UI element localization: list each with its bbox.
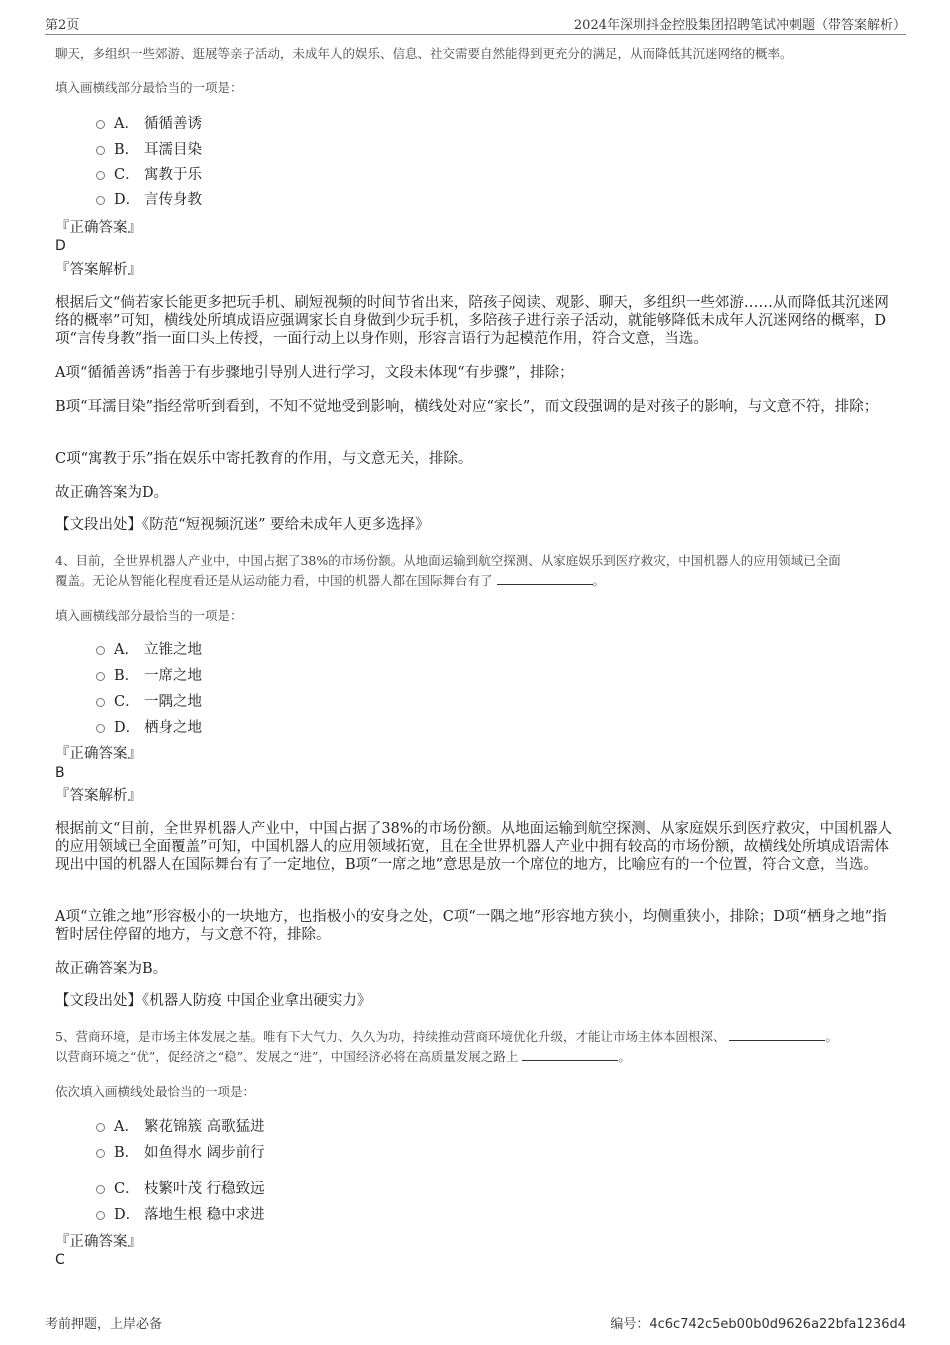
option-key: D． [114, 192, 141, 208]
q4-option-d[interactable] [96, 718, 202, 738]
option-key: B． [114, 668, 140, 684]
q3-stem-tail: 聊天，多组织一些郊游、逛展等亲子活动，未成年人的娱乐、信息、社交需要自然能得到更充分的满足，从而降低其沉迷网络的概率。 [55, 46, 793, 61]
option-text: 耳濡目染 [144, 142, 202, 158]
page-header [45, 14, 906, 35]
q5-stem-line-1 [55, 1027, 900, 1047]
footer-slogan: 考前押题，上岸必备 [45, 1317, 163, 1332]
radio-icon[interactable] [96, 196, 105, 205]
q4-option-b[interactable] [96, 666, 202, 686]
option-text: 言传身教 [144, 192, 202, 208]
radio-icon[interactable] [96, 1123, 105, 1132]
fill-blank-2 [522, 1048, 618, 1061]
q3-analysis-label: 『答案解析』 [55, 262, 142, 278]
page-number: 第2页 [45, 18, 80, 33]
option-text: 循循善诱 [144, 116, 202, 132]
radio-icon[interactable] [96, 146, 105, 155]
q5-stem [55, 1027, 900, 1067]
q3-answer-label: 『正确答案』 [55, 220, 142, 236]
q3-prompt: 填入画横线部分最恰当的一项是： [55, 80, 243, 95]
page-footer [45, 1313, 906, 1333]
q3-analysis-para-4: C项“寓教于乐”指在娱乐中寄托教育的作用，与文意无关，排除。 [55, 451, 473, 467]
option-text: 枝繁叶茂 行稳致远 [144, 1181, 265, 1197]
q4-stem [55, 551, 900, 591]
q4-conclusion: 故正确答案为B。 [55, 961, 168, 977]
option-key: A． [114, 1119, 139, 1135]
q4-analysis-para-1: 根据前文“目前，全世界机器人产业中，中国占据了38%的市场份额。从地面运输到航空探测、从家庭娱乐到医疗救灾，中国机器人的应用领域已全面覆盖”可知，中国机器人的应用领域拓宽，且在全世界机器人产业中拥有较高的市场份额，故横线处所填成语需体现出中国的机器人在国际舞台有了一定地位，B项“一席之地”意思是放一个席位的地方，比喻应有的一个位置，符合文意，当选。 [55, 821, 893, 873]
radio-icon[interactable] [96, 646, 105, 655]
q4-stem-text: 覆盖。无论从智能化程度看还是从运动能力看，中国的机器人都在国际舞台有了 [55, 573, 493, 588]
radio-icon[interactable] [96, 1211, 105, 1220]
option-key: C． [114, 1181, 140, 1197]
radio-icon[interactable] [96, 724, 105, 733]
radio-icon[interactable] [96, 1185, 105, 1194]
q4-option-a[interactable] [96, 640, 202, 660]
q3-source: 【文段出处】《防范“短视频沉迷” 要给未成年人更多选择》 [55, 517, 430, 533]
q5-prompt: 依次填入画横线处最恰当的一项是： [55, 1084, 256, 1099]
option-key: B． [114, 1145, 140, 1161]
radio-icon[interactable] [96, 120, 105, 129]
q3-option-b[interactable] [96, 140, 202, 160]
q4-stem-line-2 [55, 571, 900, 591]
q3-option-d[interactable] [96, 190, 202, 210]
option-text: 栖身之地 [144, 720, 202, 736]
q5-option-c[interactable] [96, 1179, 265, 1199]
option-key: C． [114, 167, 140, 183]
q4-option-c[interactable] [96, 692, 202, 712]
q5-answer: C [55, 1252, 65, 1268]
q5-option-b[interactable] [96, 1143, 265, 1163]
option-key: A． [114, 642, 139, 658]
radio-icon[interactable] [96, 171, 105, 180]
option-text: 寓教于乐 [144, 167, 202, 183]
q5-stem-line-2 [55, 1047, 900, 1067]
option-key: D． [114, 720, 141, 736]
fill-blank-1 [729, 1028, 825, 1041]
option-key: D． [114, 1207, 141, 1223]
option-text: 一席之地 [144, 668, 202, 684]
q5-stem-end-a: 。 [825, 1029, 838, 1044]
option-key: A． [114, 116, 139, 132]
q5-stem-text-b: 以营商环境之“优”，促经济之“稳”、发展之“进”，中国经济必将在高质量发展之路上 [55, 1049, 519, 1064]
q5-answer-label: 『正确答案』 [55, 1234, 142, 1250]
q3-analysis-para-3: B项“耳濡目染”指经常听到看到，不知不觉地受到影响，横线处对应“家长”，而文段强调的是对孩子的影响，与文意不符，排除； [55, 399, 879, 415]
fill-blank [497, 572, 593, 585]
q3-option-c[interactable] [96, 165, 202, 185]
q4-source: 【文段出处】《机器人防疫 中国企业拿出硬实力》 [55, 993, 372, 1009]
q4-stem-end: 。 [592, 573, 606, 588]
option-key: B． [114, 142, 140, 158]
footer-code-label: 编号： [610, 1317, 650, 1332]
q5-option-d[interactable] [96, 1205, 265, 1225]
q4-prompt: 填入画横线部分最恰当的一项是： [55, 608, 243, 623]
footer-code-value: 4c6c742c5eb00b0d9626a22bfa1236d4 [649, 1317, 906, 1332]
q5-stem-text-a: 5、营商环境，是市场主体发展之基。唯有下大气力、久久为功，持续推动营商环境优化升级，才能让市场主体本固根深、 [55, 1029, 726, 1044]
q5-option-a[interactable] [96, 1117, 265, 1137]
q3-option-a[interactable] [96, 114, 202, 134]
q4-analysis-label: 『答案解析』 [55, 788, 142, 804]
q3-analysis-para-2: A项“循循善诱”指善于有步骤地引导别人进行学习，文段未体现“有步骤”，排除； [55, 365, 574, 381]
radio-icon[interactable] [96, 672, 105, 681]
q4-answer: B [55, 765, 65, 781]
document-title: 2024年深圳抖金控股集团招聘笔试冲刺题（带答案解析） [573, 18, 906, 33]
q3-answer: D [55, 238, 66, 254]
footer-code [610, 1313, 906, 1332]
radio-icon[interactable] [96, 698, 105, 707]
option-text: 繁花锦簇 高歌猛进 [144, 1119, 265, 1135]
q4-stem-line-1: 4、目前，全世界机器人产业中，中国占据了38%的市场份额。从地面运输到航空探测、从家庭娱乐到医疗救灾，中国机器人的应用领域已全面 [55, 553, 841, 568]
q3-conclusion: 故正确答案为D。 [55, 485, 169, 501]
option-text: 落地生根 稳中求进 [144, 1207, 265, 1223]
q3-analysis-para-1: 根据后文“倘若家长能更多把玩手机、刷短视频的时间节省出来，陪孩子阅读、观影、聊天，多组织一些郊游……从而降低其沉迷网络的概率”可知，横线处所填成语应强调家长自身做到少玩手机，多陪孩子进行亲子活动，就能够降低未成年人沉迷网络的概率，D项“言传身教”指一面口头上传授，一面行动上以身作则，形容言语行为起模范作用，符合文意，当选。 [55, 295, 889, 347]
option-text: 如鱼得水 阔步前行 [144, 1145, 265, 1161]
option-text: 立锥之地 [144, 642, 202, 658]
q4-answer-label: 『正确答案』 [55, 746, 142, 762]
option-text: 一隅之地 [144, 694, 202, 710]
option-key: C． [114, 694, 140, 710]
q5-stem-end-b: 。 [618, 1049, 631, 1064]
radio-icon[interactable] [96, 1149, 105, 1158]
q4-analysis-para-2: A项“立锥之地”形容极小的一块地方，也指极小的安身之处，C项“一隅之地”形容地方狭小，均侧重狭小，排除；D项“栖身之地”指暂时居住停留的地方，与文意不符，排除。 [55, 909, 887, 943]
